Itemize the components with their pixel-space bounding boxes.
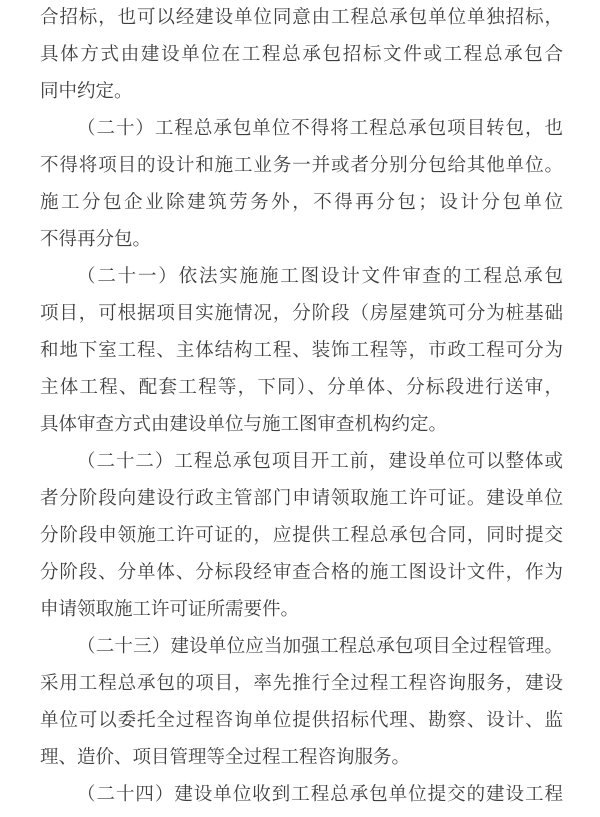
text-line: 者分阶段向建设行政主管部门申请领取施工许可证。建设单位 [40,489,563,509]
text-line: 具体方式由建设单位在工程总承包招标文件或工程总承包合 [40,45,563,65]
text-line: 不得将项目的设计和施工业务一并或者分别分包给其他单位。 [40,156,563,176]
text-line: 项目，可根据项目实施情况，分阶段（房屋建筑可分为桩基础 [40,304,563,324]
text-line: 分阶段申领施工许可证的，应提供工程总承包合同，同时提交 [40,526,563,546]
text-line: （二十二）工程总承包项目开工前，建设单位可以整体或 [77,452,563,472]
text-line: 采用工程总承包的项目，率先推行全过程工程咨询服务，建设 [40,674,563,694]
text-line: 同中约定。 [40,82,133,102]
text-line: 不得再分包。 [40,230,152,250]
text-line: 申请领取施工许可证所需要件。 [40,600,300,620]
text-line: 施工分包企业除建筑劳务外，不得再分包；设计分包单位 [40,193,563,213]
document-text-block [40,0,563,814]
text-line: 理、造价、项目管理等全过程工程咨询服务。 [40,748,411,768]
text-line: （二十四）建设单位收到工程总承包单位提交的建设工程 [77,785,563,805]
text-line: 分阶段、分单体、分标段经审查合格的施工图设计文件，作为 [40,563,563,583]
text-line: 具体审查方式由建设单位与施工图审查机构约定。 [40,415,448,435]
text-line: 单位可以委托全过程咨询单位提供招标代理、勘察、设计、监 [40,711,563,731]
text-line: （二十一）依法实施施工图设计文件审查的工程总承包 [77,267,563,287]
text-line: 合招标，也可以经建设单位同意由工程总承包单位单独招标， [40,8,563,28]
text-line: （二十）工程总承包单位不得将工程总承包项目转包，也 [77,119,563,139]
text-line: 和地下室工程、主体结构工程、装饰工程等，市政工程可分为 [40,341,563,361]
text-line: （二十三）建设单位应当加强工程总承包项目全过程管理。 [77,637,563,657]
text-line: 主体工程、配套工程等，下同）、分单体、分标段进行送审， [40,378,563,398]
